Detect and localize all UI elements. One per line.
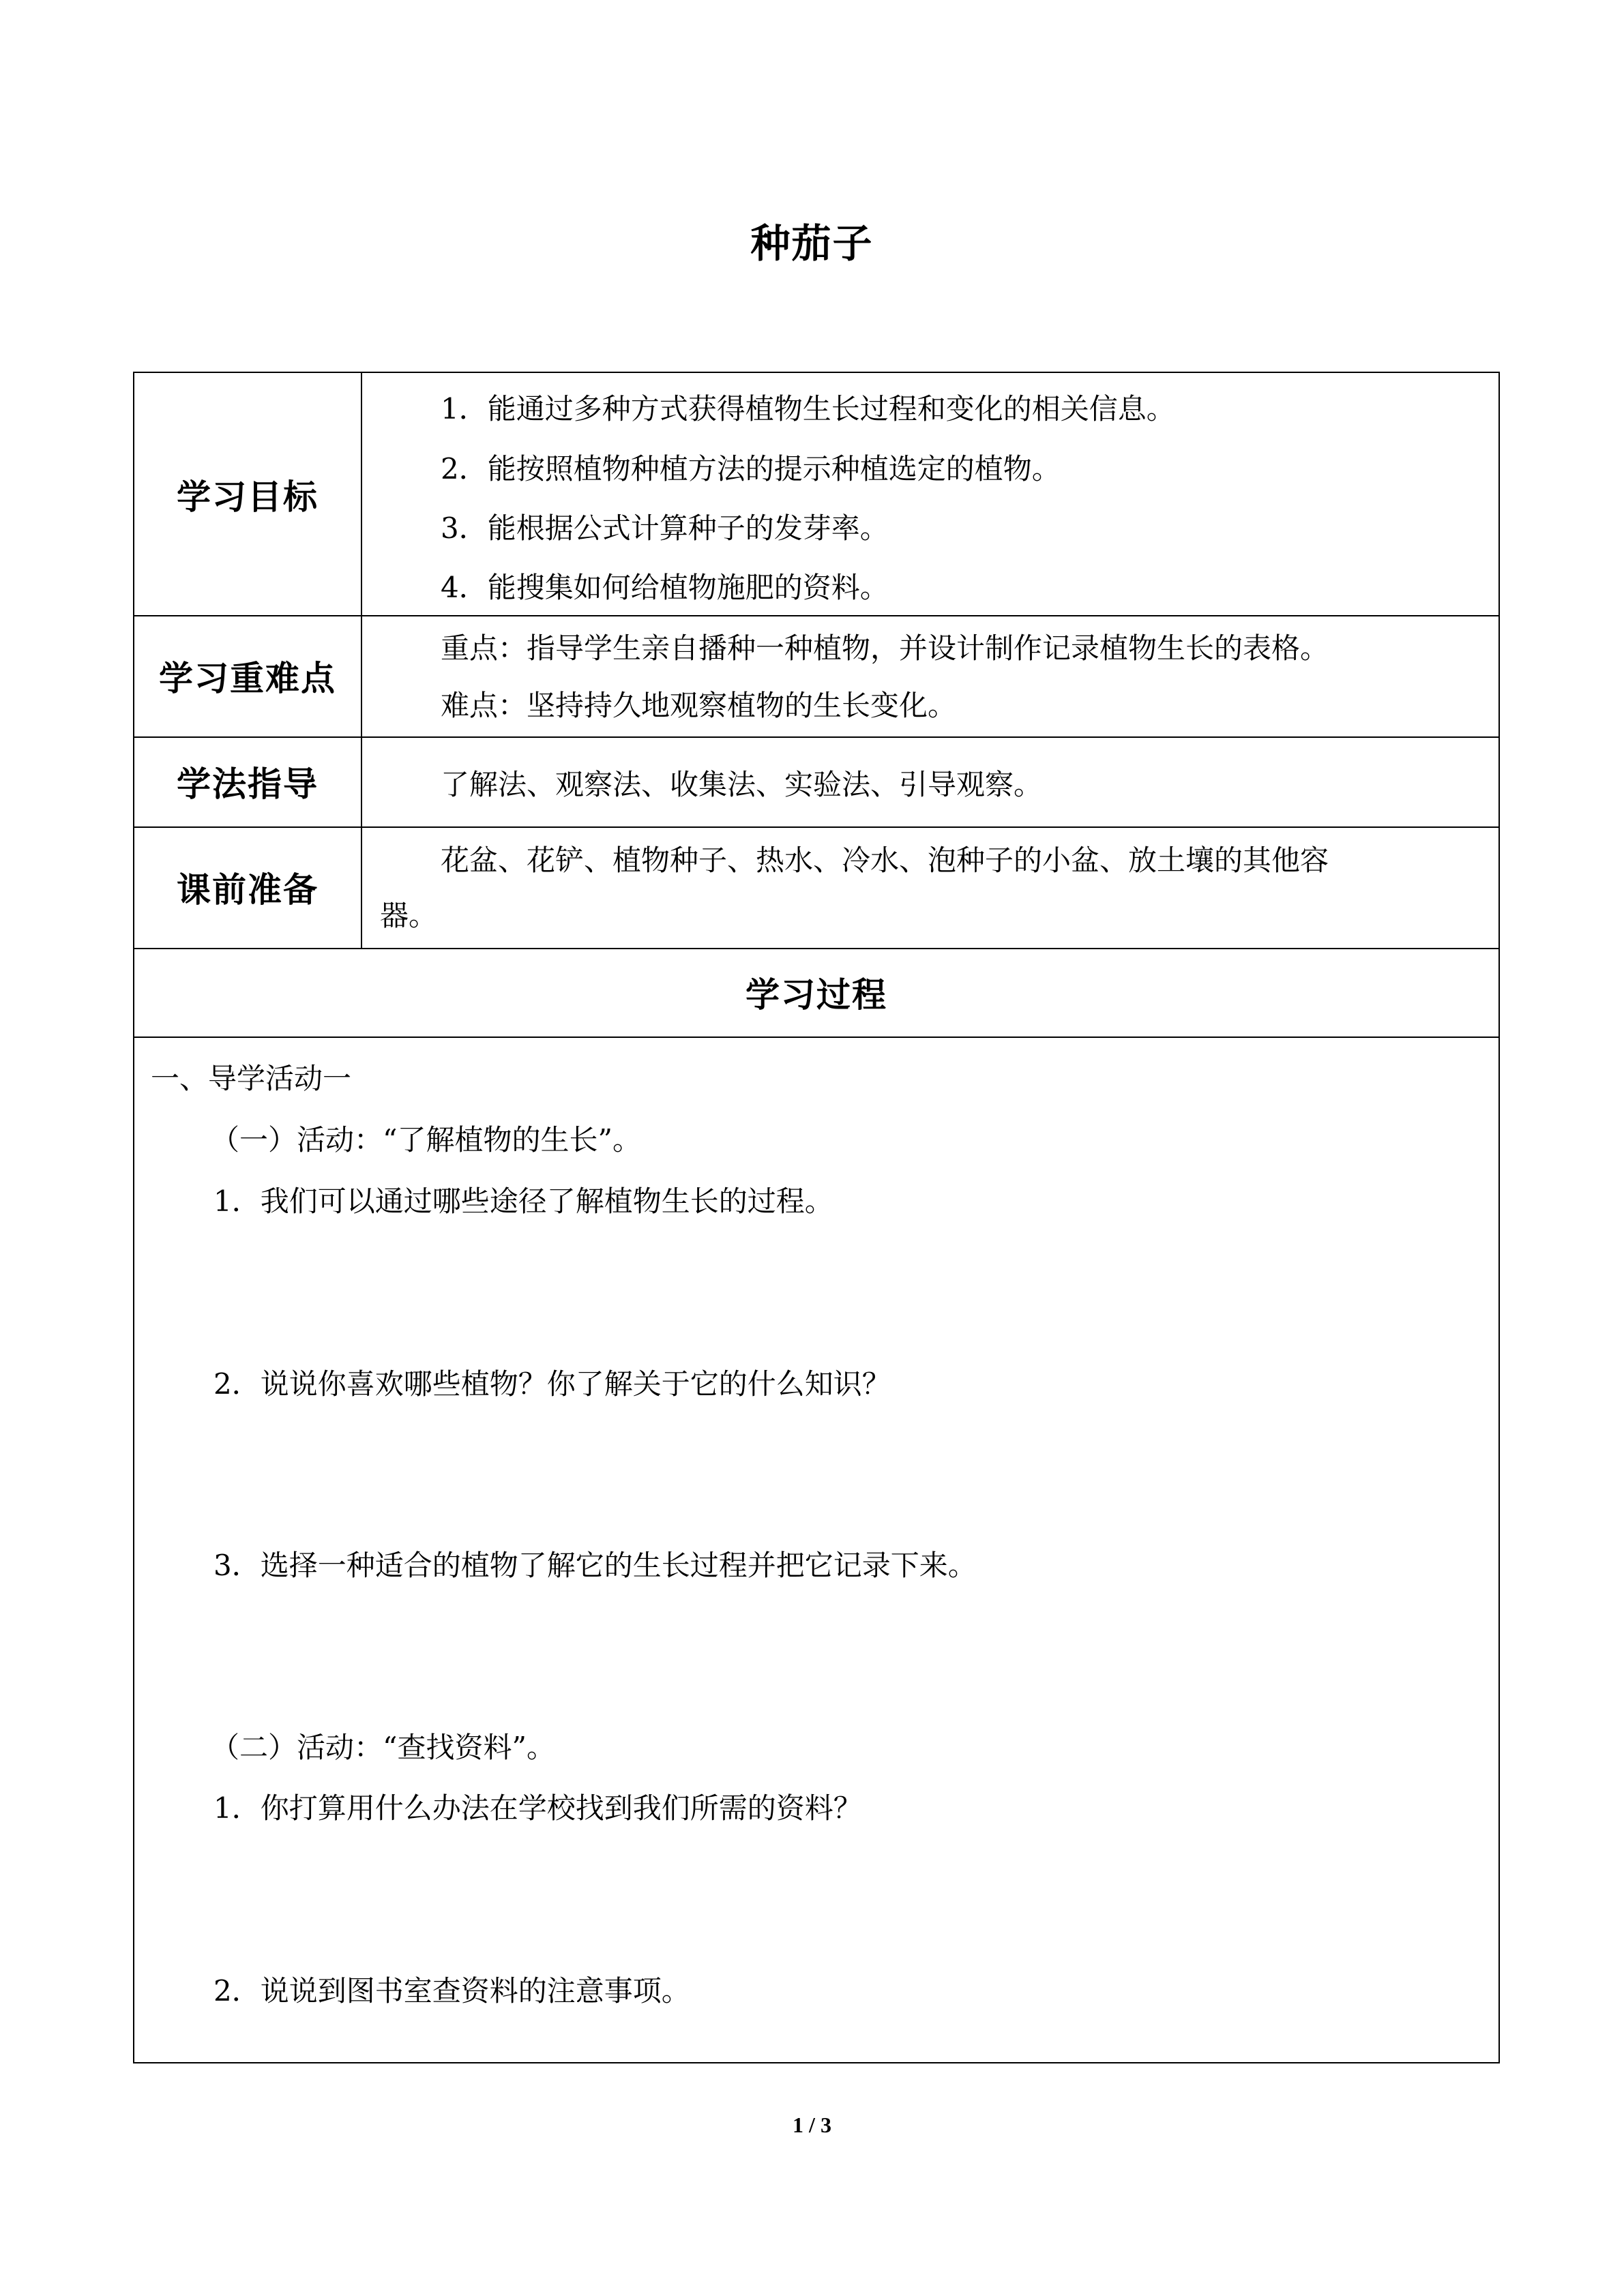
key-points-label: 学习重难点: [159, 659, 336, 698]
question-item: 2．说说到图书室查资料的注意事项。: [213, 1974, 690, 2008]
goals-label: 学习目标: [177, 477, 319, 517]
preparation-text-line-2: 器。: [380, 899, 438, 932]
key-points-content: [362, 615, 1498, 736]
methods-content: [362, 736, 1498, 826]
lesson-table: [133, 372, 1500, 2063]
methods-label: 学法指导: [177, 764, 319, 804]
preparation-label: 课前准备: [177, 870, 319, 910]
preparation-text-line-1: 花盆、花铲、植物种子、热水、冷水、泡种子的小盆、放土壤的其他容: [441, 844, 1329, 877]
activity-heading: （二）活动：“查找资料”。: [211, 1731, 555, 1764]
row-divider: [134, 1037, 1498, 1038]
goal-item: 4．能搜集如何给植物施肥的资料。: [441, 571, 889, 604]
activity-heading: （一）活动：“了解植物的生长”。: [211, 1123, 641, 1157]
goal-item: 1．能通过多种方式获得植物生长过程和变化的相关信息。: [441, 392, 1175, 426]
difficult-point-item: 难点：坚持持久地观察植物的生长变化。: [441, 689, 957, 722]
page-title: 种茄子: [750, 220, 874, 267]
question-item: 2．说说你喜欢哪些植物？你了解关于它的什么知识？: [213, 1367, 891, 1401]
question-item: 1．我们可以通过哪些途径了解植物生长的过程。: [213, 1184, 833, 1218]
goal-item: 3．能根据公式计算种子的发芽率。: [441, 511, 889, 545]
question-item: 3．选择一种适合的植物了解它的生长过程并把它记录下来。: [213, 1549, 977, 1582]
page-number: 1 / 3: [793, 2113, 831, 2137]
process-heading: 学习过程: [745, 975, 887, 1015]
preparation-content: [362, 826, 1498, 948]
goal-item: 2．能按照植物种植方法的提示种植选定的植物。: [441, 452, 1061, 486]
question-item: 1．你打算用什么办法在学校找到我们所需的资料？: [213, 1791, 862, 1825]
section-heading: 一、导学活动一: [151, 1062, 352, 1095]
methods-text: 了解法、观察法、收集法、实验法、引导观察。: [441, 768, 1043, 801]
goals-content: [362, 373, 1498, 615]
key-point-item: 重点：指导学生亲自播种一种植物，并设计制作记录植物生长的表格。: [441, 631, 1329, 665]
